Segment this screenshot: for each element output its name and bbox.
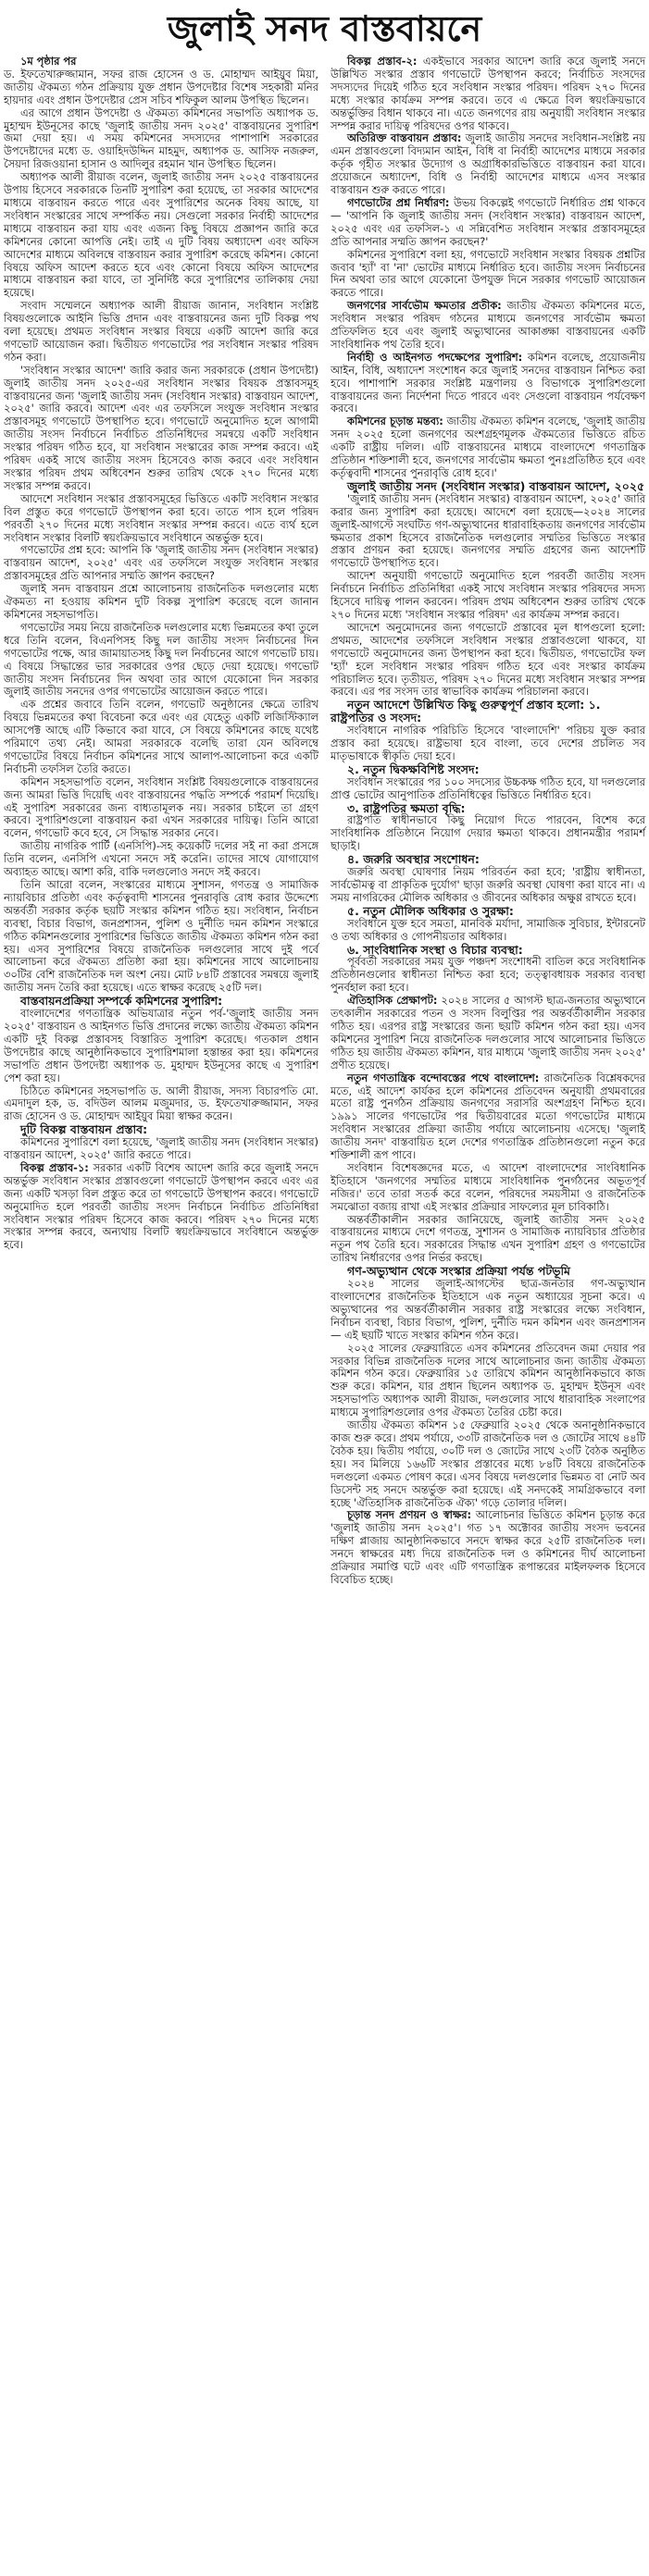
- article-paragraph: [331, 197, 645, 249]
- article-paragraph: সংবিধান সংস্কারের পর ১০০ সদস্যের উচ্চকক্ষ গঠিত হবে, যা দলগুলোর প্রাপ্ত ভোটের আনুপাতিক প্রতিনিধিত্বের ভিত্তিতে নির্ধারিত হবে।: [331, 774, 645, 801]
- paragraph-text: জাতীয় ঐকমত্য কমিশন ১৫ ফেব্রুয়ারি ২০২৫ থেকে অনানুষ্ঠানিকভাবে কাজ শুরু করে। প্রথম পর্যায়ে, ৩৩টি রাজনৈতিক দল ও জোটের সাথে ৪৪টি বৈঠক হয়। দ্বিতীয় পর্যায়ে, ৩০টি দল ও জোটের সাথে ২৩টি বৈঠক অনুষ্ঠিত হয়। সব মিলিয়ে ১৬৬টি সংস্কার প্রস্তাবের মধ্যে ৮৪টি বিষয়ে রাজনৈতিক দলগুলো একমত পোষণ করে। এসব বিষয়ে দলগুলোর ভিন্নমত বা নোট অব ডিসেন্ট সহ সনদে অন্তর্ভুক্ত করা হয়েছে। এই সনদকেই সামগ্রিকভাবে বলা হচ্ছে 'ঐতিহাসিক রাজনৈতিক ঐক্য' গড়ে তোলার দলিল।: [331, 1418, 645, 1509]
- article-paragraph: [331, 132, 645, 197]
- paragraph-text: কমিশনের সুপারিশে বলা হয়, গণভোটে সংবিধান সংস্কার বিষয়ক প্রশ্নটির জবাব 'হ্যাঁ' বা 'না' ভোটের মাধ্যমে নির্ধারিত হবে। জাতীয় সংসদ নির্বাচনের দিন অথবা তার আগে যেকোনো উপযুক্ত দিনে সরকার গণভোট আয়োজন করতে পারে।: [331, 247, 645, 300]
- paragraph-lead: চূড়ান্ত সনদ প্রণয়ন ও স্বাক্ষর:: [347, 1508, 472, 1522]
- article-paragraph: ২০২৪ সালের জুলাই-আগস্টের ছাত্র-জনতার গণ-অভ্যুত্থান বাংলাদেশের রাজনৈতিক ইতিহাসে এক নতুন অধ্যায়ের সূচনা করে। এ অভ্যুত্থানের পর অন্তর্বর্তীকালীন সরকার রাষ্ট্র সংস্কারের লক্ষ্যে সংবিধান, নির্বাচন ব্যবস্থা, বিচার বিভাগ, পুলিশ, দুর্নীতি দমন কমিশন এবং জনপ্রশাসন— এই ছয়টি খাতে সংস্কার কমিশন গঠন করে।: [331, 1277, 645, 1342]
- article-paragraph: [331, 1214, 645, 1266]
- article-columns: [0, 56, 649, 1587]
- article-paragraph: কমিশন সহসভাপতি বলেন, সংবিধান সংশ্লিষ্ট বিষয়গুলোকে বাস্তবায়নের জন্য আমরা ভিত্তি দিয়েছি এবং বাস্তবায়নের পদ্ধতি সম্পর্কে পরামর্শ দিয়েছি। এই সুপারিশ সরকারের জন্য বাধ্যতামূলক নয়। সরকার চাইলে তা গ্রহণ করবে। সুপারিশগুলো বাস্তবায়ন করা এখন সরকারের দায়িত্ব। তিনি আরো বলেন, গণভোট কবে হবে, সে সিদ্ধান্ত সরকার নেবে।: [4, 774, 318, 840]
- article-paragraph: রাষ্ট্রপতি স্বাধীনভাবে কিছু নিয়োগ দিতে পারবেন, বিশেষ করে সাংবিধানিক প্রতিষ্ঠানে নিয়োগ দেয়ার ক্ষমতা থাকবে। প্রধানমন্ত্রীর পরামর্শ ছাড়াই।: [331, 813, 645, 853]
- article-paragraph: জুলাই সনদ বাস্তবায়ন প্রশ্নে আলোচনায় রাজনৈতিক দলগুলোর মধ্যে ঐকমত্য না হওয়ায় কমিশন দুটি বিকল্প সুপারিশ করেছে বলে জানান কমিশনের সহসভাপতি।: [4, 582, 318, 621]
- article-paragraph: গণভোটের প্রশ্ন হবে: আপনি কি 'জুলাই জাতীয় সনদ (সংবিধান সংস্কার) বাস্তবায়ন আদেশ, ২০২৫' এবং এর তফসিলে সংযুক্ত সংবিধান সংস্কার প্রস্তাবসমূহের প্রতি আপনার সম্মতি জ্ঞাপন করছেন?: [4, 543, 318, 583]
- article-paragraph: এক প্রশ্নের জবাবে তিনি বলেন, গণভোট অনুষ্ঠানের ক্ষেত্রে তারিখ বিষয়ে ভিন্নমতের কথা বিবেচনা করে এবং এর যেহেতু একটি লজিস্টিক্যাল আসপেক্ট আছে এটি কিভাবে করা যাবে, সে বিষয়ে কমিশনের কাছে যথেষ্ট পরিমাণে তথ্য নেই। আমরা সরকারকে বলেছি তারা যেন অবিলম্বে গণভোটের বিষয়ে নির্বাচন কমিশনের সাথে আলাপ-আলোচনা করে একটি নির্বাচনী তফসিল তৈরি করতে।: [4, 698, 318, 775]
- paragraph-text: উভয় বিকল্পেই গণভোটে নির্ধারিত প্রশ্ন থাকবে— 'আপনি কি জুলাই জাতীয় সনদ (সংবিধান সংস্কার) বাস্তবায়ন আদেশ, ২০২৫ এবং এর তফসিল-১ এ সন্নিবেশিত সংবিধান সংস্কার প্রস্তাবসমূহের প্রতি আপনার সম্মতি জ্ঞাপন করছেন?': [331, 195, 645, 248]
- paragraph-text: রাজনৈতিক বিশ্লেষকদের মতে, এই আদেশ কার্যকর হলে কমিশনের প্রতিবেদন অনুযায়ী প্রথমবারের মতো রাষ্ট্র পুনর্গঠন প্রক্রিয়ায় জনগণের সরাসরি অংশগ্রহণ নিশ্চিত হবে। ১৯৯১ সালের গণভোটের পর দ্বিতীয়বারের মতো গণভোটের মাধ্যমে সংবিধান সংস্কারের প্রক্রিয়া জাতীয় পর্যায়ে আলোচনায় এসেছে। 'জুলাই জাতীয় সনদ' বাস্তবায়িত হলে দেশের গণতান্ত্রিক প্রতিষ্ঠানগুলো নতুন করে শক্তিশালী রূপ পাবে।: [331, 1071, 645, 1162]
- paragraph-lead: গণভোটের প্রশ্ন নির্ধারণ:: [347, 195, 450, 209]
- article-paragraph: [331, 570, 645, 622]
- paragraph-text: ২০২৫ সালের ফেব্রুয়ারিতে এসব কমিশনের প্রতিবেদন জমা দেয়ার পর সরকার বিভিন্ন রাজনৈতিক দলের সাথে আলোচনার জন্য জাতীয় ঐকমত্য কমিশন গঠন করে। ফেব্রুয়ারির ১৫ তারিখে কমিশন আনুষ্ঠানিকভাবে কাজ শুরু করে। কমিশন, যার প্রধান ছিলেন অধ্যাপক ড. মুহাম্মদ ইউনূস এবং সহসভাপতি অধ্যাপক আলী রীয়াজ, দলগুলোর সাথে ধারাবাহিক সংলাপের মাধ্যমে সুপারিশগুলোর ওপর ঐকমত্য তৈরির চেষ্টা করে।: [331, 1341, 645, 1419]
- article-paragraph: সংবিধানে যুক্ত হবে সমতা, মানবিক মর্যাদা, সামাজিক সুবিচার, ইন্টারনেট ও তথ্য অধিকার ও গোপনীয়তার অধিকার।: [331, 916, 645, 943]
- article-paragraph: [331, 1162, 645, 1214]
- paragraph-text: আদেশ অনুযায়ী গণভোটে অনুমোদিত হলে পরবর্তী জাতীয় সংসদ নির্বাচনে নির্বাচিত প্রতিনিধিরা একই সাথে সংবিধান সংস্কার পরিষদের সদস্য হিসেবে দায়িত্ব পালন করবেন। পরিষদ প্রথম অধিবেশন শুরুর তারিখ থেকে ২৭০ দিনের মধ্যে 'সংবিধান সংস্কার পরিষদ' এর কার্যক্রম সম্পন্ন করবে।: [331, 569, 645, 621]
- section-heading: ৩. রাষ্ট্রপতির ক্ষমতা বৃদ্ধি:: [347, 800, 466, 815]
- paragraph-lead: বিকল্প প্রস্তাব-১:: [20, 1160, 89, 1174]
- paragraph-lead: বিকল্প প্রস্তাব-২:: [347, 55, 418, 68]
- article-paragraph: 'সংবিধান সংস্কার আদেশ' জারি করার জন্য সরকারকে (প্রধান উপদেষ্টা) জুলাই জাতীয় সনদ ২০২৫-এর সংবিধান সংস্কার বিষয়ক প্রস্তাবসমূহ বাস্তবায়নের জন্য 'জুলাই জাতীয় সনদ (সংবিধান সংস্কার) বাস্তবায়ন আদেশ, ২০২৫' জারি করবে। আদেশ এবং এর তফসিলে সংযুক্ত সংবিধান সংস্কার প্রস্তাবসমূহ গণভোটে উপস্থাপিত হবে। গণভোটে অনুমোদিত হলে আগামী জাতীয় সংসদ নির্বাচনে নির্বাচিত প্রতিনিধিদের সমন্বয়ে একটি সংবিধান সংস্কার পরিষদ গঠিত হবে, যা সংবিধান সংস্কারের কাজ সম্পন্ন করবে। এই পরিষদ একই সাথে জাতীয় সংসদ হিসেবেও কাজ করবে এবং সংবিধান সংস্কার পরিষদ প্রথম অধিবেশন শুরুর তারিখ থেকে ২৭০ দিনের মধ্যে সংস্কার সম্পন্ন করবে।: [4, 363, 318, 492]
- paragraph-text: জাতীয় ঐকমত্য কমিশন বলেছে, 'জুলাই জাতীয় সনদ ২০২৫ হলো জনগণের অংশগ্রহণমূলক ঐকমত্যের ভিত্তিতে রচিত একটি রাষ্ট্রীয় দলিল। এটি বাস্তবায়নের মাধ্যমে বাংলাদেশে গণতান্ত্রিক প্রতিষ্ঠান শক্তিশালী হবে, জনগণের সার্বভৌম ক্ষমতা পুনঃপ্রতিষ্ঠিত হবে এবং কর্তৃত্ববাদী শাসনের পুনরাবৃত্তি রোধ হবে।': [331, 415, 645, 479]
- article-paragraph: জরুরি অবস্থা ঘোষণার নিয়ম পরিবর্তন করা হবে; 'রাষ্ট্রীয় স্বাধীনতা, সার্বভৌমত্ব বা প্রাকৃতিক দুর্যোগ' ছাড়া জরুরি অবস্থা ঘোষণা করা যাবে না। এ সময় নাগরিকের মৌলিক অধিকার ও জীবনের অধিকার অক্ষুণ্ণ রাখতে হবে।: [331, 865, 645, 904]
- paragraph-lead: নির্বাহী ও আইনগত পদক্ষেপের সুপারিশ:: [347, 350, 523, 364]
- article-paragraph: [331, 1072, 645, 1162]
- section-heading: গণ-অভ্যুত্থান থেকে সংস্কার প্রক্রিয়া পর্যন্ত পটভূমি: [347, 1264, 570, 1279]
- article-paragraph: [331, 1509, 645, 1586]
- paragraph-text: একইভাবে সরকার আদেশ জারি করে জুলাই সনদে উল্লিখিত সংস্কার প্রস্তাব গণভোটে উপস্থাপন করবে; নির্বাচিত সংসদের সদস্যদের দিয়েই গঠিত হবে সংবিধান সংস্কার পরিষদ। পরিষদ ২৭০ দিনের মধ্যে সংস্কার কার্যক্রম সম্পন্ন করবে। তবে এ ক্ষেত্রে বিল স্বয়ংক্রিয়ভাবে অন্তর্ভুক্তির বিধান থাকবে না। এতে জনগণের রায় অনুযায়ী সংবিধান সংস্কার সম্পন্ন করার দায়িত্ব পরিষদের ওপর থাকবে।: [331, 55, 645, 132]
- paragraph-text: আলোচনার ভিত্তিতে কমিশন চূড়ান্ত করে 'জুলাই জাতীয় সনদ ২০২৫'। গত ১৭ অক্টোবর জাতীয় সংসদ ভবনের দক্ষিণ প্লাজায় আনুষ্ঠানিকভাবে সনদে স্বাক্ষর করে ২৫টি রাজনৈতিক দল। সনদে স্বাক্ষরের মধ্য দিয়ে রাজনৈতিক দল ও কমিশনের দীর্ঘ আলোচনা প্রক্রিয়ার সমাপ্তি ঘটে এবং এটি গণতান্ত্রিক রূপান্তরের মাইলফলক হিসেবে বিবেচিত হচ্ছে।: [331, 1508, 645, 1586]
- section-heading: ৪. জরুরি অবস্থার সংশোধন:: [347, 852, 480, 867]
- paragraph-text: জাতীয় ঐকমত্য কমিশনের মতে, সংবিধান সংস্কার পরিষদ গঠনের মাধ্যমে জনগণের সার্বভৌম ক্ষমতা প্রতিফলিত হবে এবং জুলাই অভ্যুত্থানের আকাঙ্ক্ষা বাস্তবায়নের একটি সাংবিধানিক পথ তৈরি হবে।: [331, 299, 646, 351]
- paragraph-lead: নতুন গণতান্ত্রিক বন্দোবস্তের পথে বাংলাদেশ:: [347, 1071, 540, 1084]
- section-heading: বাস্তবায়নপ্রক্রিয়া সম্পর্কে কমিশনের সুপারিশ:: [20, 994, 223, 1009]
- article-paragraph: [331, 352, 645, 416]
- article-paragraph: জাতীয় নাগরিক পার্টি (এনসিপি)-সহ কয়েকটি দলের সই না করা প্রসঙ্গে তিনি বলেন, এনসিপি এখনো সনদে সই করেনি। তাদের সাথে যোগাযোগ অব্যাহত আছে। আশা করি, বাকি দলগুলোও সনদে সই করবে।: [4, 839, 318, 879]
- paragraph-text: জুলাই জাতীয় সনদের সংবিধান-সংশ্লিষ্ট নয় এমন প্রস্তাবগুলো বিদ্যমান আইন, বিধি বা নির্বাহী আদেশের মাধ্যমে সরকার কর্তৃক গৃহীত সংস্কার উদ্যোগ ও অগ্রাধিকারভিত্তিতে বাস্তবায়ন করা যাবে। প্রয়োজনে অধ্যাদেশ, বিধি ও নির্বাহী আদেশের মাধ্যমে এসব সংস্কার বাস্তবায়ন শুরু করতে পারে।: [331, 131, 645, 197]
- article-paragraph: [331, 995, 645, 1071]
- section-heading: জুলাই জাতীয় সনদ (সংবিধান সংস্কার) বাস্তবায়ন আদেশ, ২০২৫: [347, 478, 645, 493]
- article-paragraph: আদেশে সংবিধান সংস্কার প্রস্তাবসমূহের ভিত্তিতে একটি সংবিধান সংস্কার বিল প্রস্তুত করে গণভোটে উপস্থাপন করা হবে। তাতে পাস হলে পরিষদ পরবর্তী ২৭০ দিনের মধ্যে সংবিধান সংস্কার সম্পন্ন করবে। এতে ব্যর্থ হলে সংবিধান সংস্কার বিলটি স্বয়ংক্রিয়ভাবে সংবিধানে অন্তর্ভুক্ত হবে।: [4, 491, 318, 544]
- article-paragraph: অধ্যাপক আলী রীয়াজ বলেন, জুলাই জাতীয় সনদ ২০২৫ বাস্তবায়নের উপায় হিসেবে সরকারকে তিনটি সুপারিশ করা হয়েছে, তা সরকার আদেশের মাধ্যমে বাস্তবায়ন করতে পারে এবং সুপারিশের অনেক বিষয় আছে, যা সংবিধান সংস্কারের সাথে সম্পর্কিত নয়। সেগুলো সরকার নির্বাহী আদেশের মাধ্যমে বাস্তবায়ন করা যায় এবং এজন্য কিছু বিষয়ে প্রজ্ঞাপন জারি করে কমিশনের কোনো আপত্তি নেই। তাই এ দুটি বিষয় অধ্যাদেশ এবং অফিস আদেশের মাধ্যমে অবিলম্বে বাস্তবায়ন করার সুপারিশ করেছে কমিশন। কোনো বিষয়ে অফিস আদেশ করতে হবে এবং কোনো বিষয়ে অফিস আদেশের মাধ্যমে বাস্তবায়ন করা যাবে, তা সুনির্দিষ্ট করে সুপারিশের তালিকায় দেয়া হয়েছে।: [4, 170, 318, 300]
- article-paragraph: কমিশনের সুপারিশে বলা হয়েছে, 'জুলাই জাতীয় সনদ (সংবিধান সংস্কার) বাস্তবায়ন আদেশ, ২০২৫' জারি করতে পারে।: [4, 1135, 318, 1162]
- paragraph-lead: কমিশনের চূড়ান্ত মন্তব্য:: [347, 415, 443, 428]
- article-paragraph: ড. ইফতেখারুজ্জামান, সফর রাজ হোসেন ও ড. মোহাম্মদ আইয়ুব মিয়া, জাতীয় ঐকমত্য গঠন প্রক্রিয়ায় যুক্ত প্রধান উপদেষ্টার বিশেষ সহকারী মনির হায়দার এবং প্রধান উপদেষ্টার প্রেস সচিব শফিকুল আলম উপস্থিত ছিলেন।: [4, 67, 318, 106]
- paragraph-text: 'জুলাই জাতীয় সনদ (সংবিধান সংস্কার) বাস্তবায়ন আদেশ, ২০২৫' জারি করার জন্য সুপারিশ করা হয়েছে। আদেশে বলা হয়েছে—২০২৪ সালের জুলাই-আগস্টে সংঘটিত গণ-অভ্যুত্থানের ধারাবাহিকতায় জনগণের সার্বভৌম ক্ষমতার প্রকাশ হিসেবে রাজনৈতিক দলগুলোর সম্মতির ভিত্তিতে সংস্কার প্রস্তাব প্রণয়ন করা হয়েছে। জনগণের সম্মতি গ্রহণের জন্য আদেশটি গণভোটে উপস্থাপিত হবে।: [331, 491, 645, 570]
- left-column: [4, 56, 318, 1587]
- paragraph-text: কমিশন বলেছে, প্রয়োজনীয় আইন, বিধি, অধ্যাদেশ সংশোধন করে জুলাই সনদের বাস্তবায়ন নিশ্চিত করা হবে। পাশাপাশি সরকার সংশ্লিষ্ট মন্ত্রণালয় ও বিভাগকে সুপারিশগুলো বাস্তবায়নের জন্য নির্দেশনা দিতে পারবে এবং সেগুলো বাস্তবায়ন পর্যবেক্ষণ করবে।: [331, 350, 646, 415]
- paragraph-text: ২০২৪ সালের ৫ আগস্ট ছাত্র-জনতার অভ্যুত্থানে তৎকালীন সরকারের পতন ও সংসদ বিলুপ্তির পর অন্তর্বর্তীকালীন সরকার গঠিত হয়। এরপর রাষ্ট্র সংস্কারের জন্য ছয়টি কমিশন গঠন করা হয়। এসব কমিশনের সুপারিশ নিয়ে রাজনৈতিক দলগুলোর সাথে আলোচনার ভিত্তিতে গঠিত হয় জাতীয় ঐকমত্য কমিশন, যার মাধ্যমে 'জুলাই জাতীয় সনদ ২০২৫' প্রণীত হয়েছে।: [331, 994, 645, 1071]
- article-paragraph: চিঠিতে কমিশনের সহসভাপতি ড. আলী রীয়াজ, সদস্য বিচারপতি মো. এমদাদুল হক, ড. বদিউল আলম মজুমদার, ড. ইফতেখারুজ্জামান, সফর রাজ হোসেন ও ড. মোহাম্মদ আইয়ুব মিয়া স্বাক্ষর করেন।: [4, 1084, 318, 1123]
- article-paragraph: বাংলাদেশের গণতান্ত্রিক অভিযাত্রার নতুন পর্ব-'জুলাই জাতীয় সনদ ২০২৫' বাস্তবায়ন ও আইনগত ভিত্তি প্রদানের লক্ষ্যে জাতীয় ঐকমত্য কমিশন একটি দুই বিকল্প প্রস্তাবসহ বিস্তারিত সুপারিশ করেছে। গতকাল প্রধান উপদেষ্টার কাছে আনুষ্ঠানিকভাবে সুপারিশমালা হস্তান্তর করা হয়। কমিশনের সভাপতি প্রধান উপদেষ্টা অধ্যাপক ড. মুহাম্মদ ইউনূসের কাছে এ সুপারিশ পেশ করা হয়।: [4, 1007, 318, 1084]
- page-headline: জুলাই সনদ বাস্তবায়নে: [167, 8, 482, 49]
- article-paragraph: [331, 493, 645, 570]
- article-paragraph: সংবিধানে নাগরিক পরিচিতি হিসেবে 'বাংলাদেশি' পরিচয় যুক্ত করার প্রস্তাব করা হয়েছে। রাষ্ট্রভাষা হবে বাংলা, তবে দেশের প্রচলিত সব মাতৃভাষাকে স্বীকৃতি দেয়া হবে।: [331, 724, 645, 762]
- article-paragraph: [331, 622, 645, 699]
- paragraph-lead: ঐতিহাসিক প্রেক্ষাপট:: [347, 994, 438, 1008]
- right-column: [331, 56, 645, 1587]
- paragraph-text: আদেশে অনুমোদনের জন্য গণভোটে প্রস্তাবের মূল ধাপগুলো হলো: প্রথমত, আদেশের তফসিলে সংবিধান সংস্কার প্রস্তাবগুলো থাকবে, যা গণভোটে অনুমোদনের জন্য উপস্থাপন করা হবে। দ্বিতীয়ত, গণভোটের ফল 'হ্যাঁ' হলে সংবিধান সংস্কার পরিষদ গঠিত হবে এবং সংস্কার কার্যক্রম পরিচালিত হবে। তৃতীয়ত, পরিষদ ২৭০ দিনের মধ্যে সংবিধান সংস্কার সম্পন্ন করবে। এর পর সংসদ তার স্বাভাবিক কার্যক্রম পরিচালনা করবে।: [331, 620, 645, 699]
- paragraph-lead: জনগণের সার্বভৌম ক্ষমতার প্রতীক:: [347, 299, 502, 313]
- article-paragraph: [4, 1162, 318, 1252]
- continued-from-label: ১ম পৃষ্ঠার পর: [20, 55, 77, 68]
- paragraph-text: সংবিধান বিশেষজ্ঞদের মতে, এ আদেশ বাংলাদেশের সাংবিধানিক ইতিহাসে 'জনগণের সম্মতির মাধ্যমে সাংবিধানিক পুনর্গঠনের অভূতপূর্ব নজির।' তবে তারা সতর্ক করে বলেন, পরিষদের সময়সীমা ও রাজনৈতিক সমঝোতা বজায় রাখা এই সংস্কার প্রক্রিয়ার সাফল্যের মূল চাবিকাঠি।: [331, 1160, 645, 1213]
- article-paragraph: [331, 1343, 645, 1419]
- article-paragraph: গণভোটের সময় নিয়ে রাজনৈতিক দলগুলোর মধ্যে ভিন্নমতের কথা তুলে ধরে তিনি বলেন, বিএনপিসহ কিছু দল জাতীয় সংসদ নির্বাচনের দিন গণভোটের পক্ষে, আর জামায়াতসহ কিছু দল নির্বাচনের আগে গণভোট চায়। এ বিষয়ে সিদ্ধান্তের ভার সরকারের ওপর ছেড়ে দেয়া হয়েছে। গণভোট জাতীয় সংসদ নির্বাচনের দিন অথবা তার আগে যেকোনো দিন সরকার জুলাই জাতীয় সনদের ওপর গণভোটের আয়োজন করতে পারে।: [4, 620, 318, 699]
- section-heading: ২. নতুন দ্বিকক্ষবিশিষ্ট সংসদ:: [347, 762, 480, 776]
- paragraph-lead: অতিরিক্ত বাস্তবায়ন প্রস্তাব:: [347, 131, 462, 145]
- section-heading: দুটি বিকল্প বাস্তবায়ন প্রস্তাব:: [20, 1122, 148, 1137]
- article-paragraph: [331, 415, 645, 480]
- article-paragraph: [331, 1419, 645, 1509]
- section-heading: ৬. সাংবিধানিক সংস্থা ও বিচার ব্যবস্থা:: [347, 942, 523, 957]
- article-paragraph: [331, 300, 645, 352]
- paragraph-text: অন্তর্বর্তীকালীন সরকার জানিয়েছে, জুলাই জাতীয় সনদ ২০২৫ বাস্তবায়নের মাধ্যমে দেশে গণতন্ত্র, সুশাসন ও সামাজিক ন্যায়বিচার প্রতিষ্ঠার নতুন পথ তৈরি হবে। সরকারের সিদ্ধান্ত এখন সুপারিশ গ্রহণ ও গণভোটের তারিখ নির্ধারণের ওপর নির্ভর করছে।: [331, 1212, 645, 1265]
- section-heading: নতুন আদেশে উল্লিখিত কিছু গুরুত্বপূর্ণ প্রস্তাব হলো: ১. রাষ্ট্রপতির ও সংসদ:: [331, 698, 601, 725]
- paragraph-text: সরকার একটি বিশেষ আদেশ জারি করে জুলাই সনদে অন্তর্ভুক্ত সংবিধান সংস্কার প্রস্তাবগুলো গণভোটে উপস্থাপন করবে এবং এর জন্য একটি খসড়া বিল প্রস্তুত করে তা গণভোটে উপস্থাপন করবে। গণভোটে অনুমোদিত হলে পরবর্তী জাতীয় সংসদ নির্বাচনে নির্বাচিত প্রতিনিধিরা সংবিধান সংস্কার পরিষদ হিসেবে কাজ করবে। পরিষদ ২৭০ দিনের মধ্যে সংস্কার সম্পন্ন করবে, অন্যথায় বিলটি স্বয়ংক্রিয়ভাবে সংবিধানে অন্তর্ভুক্ত হবে।: [4, 1160, 318, 1252]
- article-paragraph: [331, 56, 645, 132]
- article-paragraph: [331, 249, 645, 301]
- article-paragraph: পূর্ববর্তী সরকারের সময় যুক্ত পঞ্চদশ সংশোধনী বাতিল করে সংবিধানিক প্রতিষ্ঠানগুলোর স্বাধীনতা নিশ্চিত করা হবে; তত্ত্বাবধায়ক সরকার ব্যবস্থা পুনর্বহাল করা হবে।: [331, 955, 645, 995]
- article-paragraph: তিনি আরো বলেন, সংস্কারের মাধ্যমে সুশাসন, গণতন্ত্র ও সামাজিক ন্যায়বিচার প্রতিষ্ঠা এবং কর্তৃত্ববাদী শাসনের পুনরাবৃত্তি রোধ করার উদ্দেশ্যে অন্তর্বর্তী সরকার কর্তৃক ছয়টি সংস্কার কমিশন গঠিত হয়। সংবিধান, নির্বাচন ব্যবস্থা, বিচার বিভাগ, জনপ্রশাসন, পুলিশ ও দুর্নীতি দমন কমিশন সংস্কারে গঠিত কমিশনগুলোর সুপারিশের ভিত্তিতে জাতীয় ঐকমত্য কমিশন গঠন করা হয়। এসব সুপারিশের বিষয়ে রাজনৈতিক দলগুলোর সাথে দুই পর্বে আলোচনা করে ঐকমত্য প্রতিষ্ঠা করা হয়। কমিশনের সাথে আলোচনায় ৩০টির বেশি রাজনৈতিক দল অংশ নেয়। মোট ৮৪টি প্রস্তাবের সমন্বয়ে জুলাই জাতীয় সনদ তৈরি করা হয়েছে। এতে স্বাক্ষর করেছে ২৫টি দল।: [4, 878, 318, 995]
- article-paragraph: সংবাদ সম্মেলনে অধ্যাপক আলী রীয়াজ জানান, সংবিধান সংশ্লিষ্ট বিষয়গুলোকে আইনি ভিত্তি প্রদান এবং বাস্তবায়নের জন্য দুটি বিকল্প পথ বলা হয়েছে। প্রথমত সংবিধান সংস্কার বিষয়ে একটি আদেশ জারি করে গণভোট আয়োজন করা। দ্বিতীয়ত গণভোটের পর সংবিধান সংস্কার পরিষদ গঠন করা।: [4, 299, 318, 364]
- article-paragraph: এর আগে প্রধান উপদেষ্টা ও ঐকমত্য কমিশনের সভাপতি অধ্যাপক ড. মুহাম্মদ ইউনূসের কাছে 'জুলাই জাতীয় সনদ ২০২৫' বাস্তবায়নের সুপারিশ জমা দেয়া হয়। এ সময় কমিশনের সদস্যদের পাশাপাশি সরকারের উপদেষ্টাদের মধ্যে ড. ওয়াহিদউদ্দিন মাহমুদ, অধ্যাপক ড. আসিফ নজরুল, সৈয়দা রিজওয়ানা হাসান ও আদিলুর রহমান খান উপস্থিত ছিলেন।: [4, 105, 318, 171]
- section-heading: ৫. নতুন মৌলিক অধিকার ও সুরক্ষা:: [347, 903, 514, 918]
